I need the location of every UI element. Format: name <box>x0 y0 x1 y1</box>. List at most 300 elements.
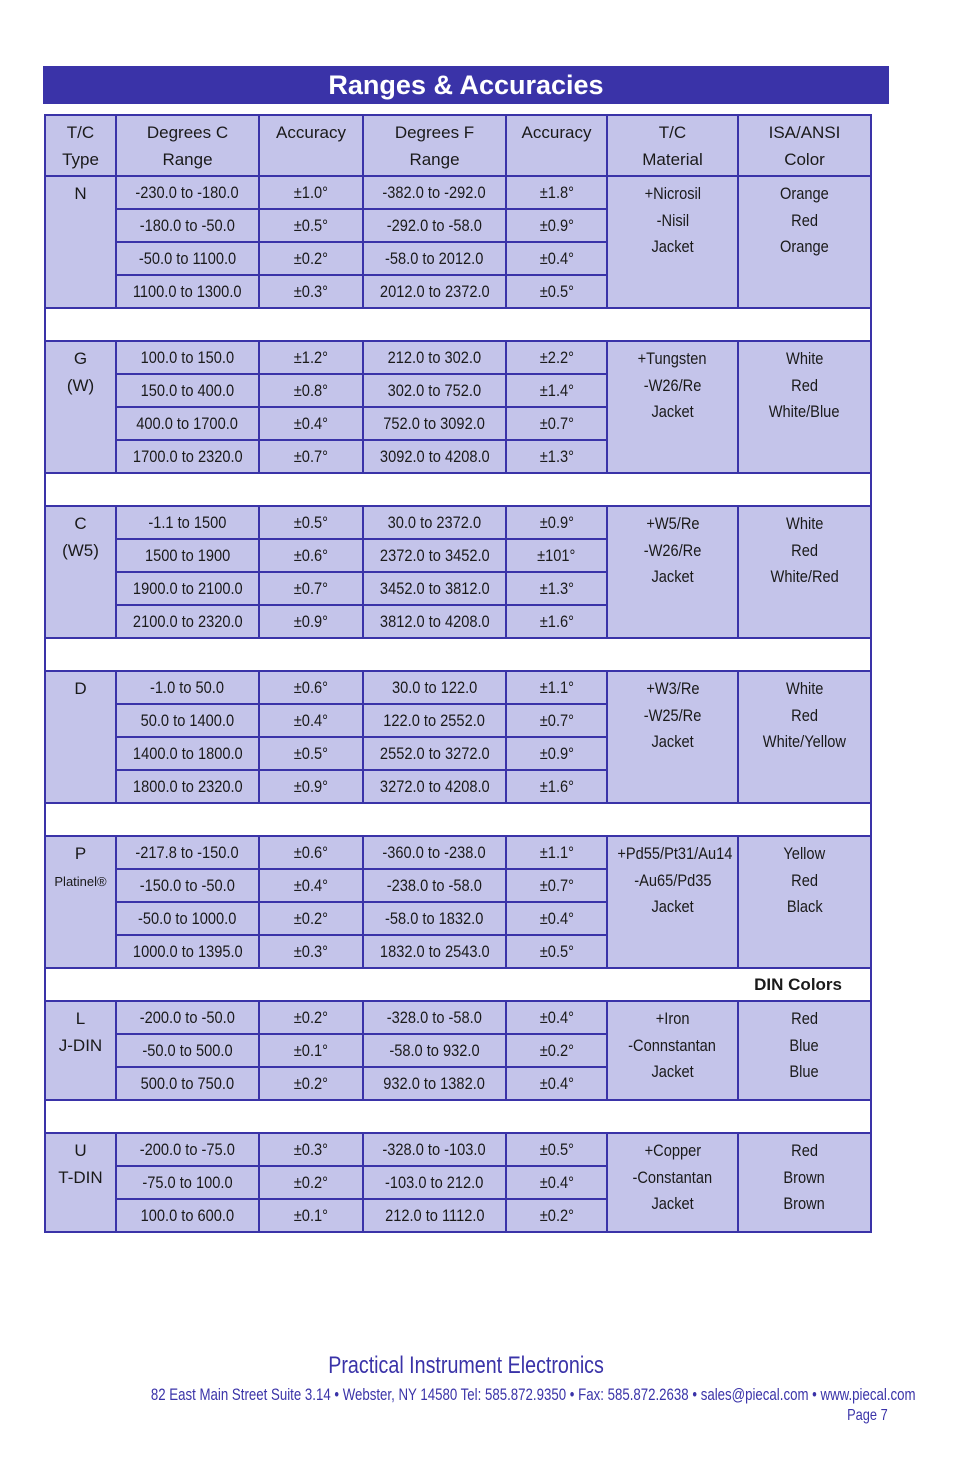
accuracy-f-value: ±101° <box>537 545 576 565</box>
degrees-c-range-value: -200.0 to -75.0 <box>139 1139 236 1159</box>
isa-ansi-color-cell <box>738 671 871 803</box>
accuracy-c <box>259 737 363 770</box>
tc-material-cell-line: Jacket <box>651 402 694 421</box>
degrees-f-range <box>363 1166 506 1199</box>
accuracy-c <box>259 341 363 374</box>
accuracy-c <box>259 704 363 737</box>
isa-ansi-color-cell-line: White/Red <box>770 567 839 586</box>
accuracy-c <box>259 770 363 803</box>
table-row <box>45 506 871 539</box>
degrees-c-range <box>116 275 259 308</box>
degrees-c-range <box>116 539 259 572</box>
degrees-c-range-value: -75.0 to 100.0 <box>142 1172 233 1192</box>
accuracy-c-value: ±0.6° <box>293 677 329 697</box>
isa-ansi-color-cell-line: Red <box>791 705 818 725</box>
accuracy-c <box>259 275 363 308</box>
tc-type-alias: T-DIN <box>58 1167 103 1187</box>
degrees-f-range <box>363 572 506 605</box>
degrees-c-range-value: -1.0 to 50.0 <box>150 677 225 697</box>
degrees-c-range <box>116 935 259 968</box>
accuracy-c <box>259 506 363 539</box>
tc-material-cell-line: +Pd55/Pt31/Au14 <box>617 844 733 863</box>
tc-type-cell <box>45 176 116 308</box>
accuracy-f-value: ±0.9° <box>539 512 574 532</box>
accuracy-f <box>506 1034 607 1067</box>
table-row <box>45 671 871 704</box>
tc-material-cell-line: Jacket <box>651 732 694 751</box>
degrees-c-range-value: 1800.0 to 2320.0 <box>132 776 243 796</box>
accuracy-c-value: ±0.1° <box>293 1040 329 1060</box>
tc-type-code: C <box>74 514 87 533</box>
degrees-f-range <box>363 407 506 440</box>
degrees-f-range-value: 3812.0 to 4208.0 <box>379 611 490 631</box>
degrees-f-range-value: -328.0 to -58.0 <box>386 1007 483 1027</box>
accuracy-c <box>259 1133 363 1166</box>
accuracy-f-value: ±1.1° <box>539 677 574 697</box>
accuracy-c <box>259 1067 363 1100</box>
accuracy-f-value: ±0.4° <box>539 1007 574 1027</box>
accuracy-c <box>259 572 363 605</box>
degrees-f-range-value: 2012.0 to 2372.0 <box>379 281 490 301</box>
tc-type-cell <box>45 506 116 638</box>
degrees-f-range-value: 3452.0 to 3812.0 <box>379 578 490 598</box>
degrees-c-range <box>116 1034 259 1067</box>
tc-material-cell-line: +W5/Re <box>645 514 700 533</box>
isa-ansi-color-cell <box>738 341 871 473</box>
degrees-c-range-value: 1700.0 to 2320.0 <box>132 446 243 466</box>
isa-ansi-color-cell-line: Orange <box>780 237 829 256</box>
isa-ansi-color-cell-line: Red <box>791 540 818 560</box>
degrees-c-range-value: 1500 to 1900 <box>144 545 231 565</box>
degrees-f-range <box>363 1001 506 1034</box>
accuracy-f-value: ±1.8° <box>539 182 574 202</box>
accuracy-f <box>506 1166 607 1199</box>
degrees-c-range-value: -1.1 to 1500 <box>148 512 227 532</box>
isa-ansi-color-cell-line: Red <box>791 870 818 890</box>
degrees-f-range-value: -292.0 to -58.0 <box>386 215 483 235</box>
isa-ansi-color-cell <box>738 1133 871 1232</box>
accuracy-c-value: ±0.7° <box>293 578 329 598</box>
accuracy-c <box>259 176 363 209</box>
isa-ansi-color-cell-line: Blue <box>789 1035 820 1055</box>
isa-ansi-color-cell-line: White <box>785 514 824 533</box>
degrees-f-range <box>363 275 506 308</box>
accuracy-c <box>259 407 363 440</box>
isa-ansi-color-cell-line: Brown <box>783 1194 826 1213</box>
degrees-f-range <box>363 737 506 770</box>
degrees-c-range <box>116 209 259 242</box>
accuracy-c-value: ±1.0° <box>293 182 329 202</box>
tc-material-cell-line: -W26/Re <box>643 540 702 560</box>
accuracy-f <box>506 176 607 209</box>
tc-material-cell <box>607 506 738 638</box>
degrees-c-range <box>116 902 259 935</box>
accuracy-c <box>259 1001 363 1034</box>
spacer-row <box>45 638 871 671</box>
accuracy-f-value: ±2.2° <box>539 347 574 367</box>
degrees-f-range-value: 30.0 to 2372.0 <box>387 512 482 532</box>
degrees-f-range <box>363 1067 506 1100</box>
degrees-c-range-value: 50.0 to 1400.0 <box>140 710 235 730</box>
footer-company: Practical Instrument Electronics <box>328 1352 604 1379</box>
degrees-f-range-value: -58.0 to 2012.0 <box>385 248 484 268</box>
degrees-c-range-value: 150.0 to 400.0 <box>140 380 235 400</box>
accuracy-c <box>259 1199 363 1232</box>
degrees-c-range-value: 1400.0 to 1800.0 <box>132 743 243 763</box>
accuracy-c <box>259 1166 363 1199</box>
degrees-c-range <box>116 176 259 209</box>
accuracy-c-value: ±0.2° <box>293 248 329 268</box>
degrees-f-range-value: 212.0 to 1112.0 <box>384 1205 485 1225</box>
degrees-c-range <box>116 572 259 605</box>
degrees-c-range-value: 400.0 to 1700.0 <box>136 413 239 433</box>
accuracy-f <box>506 1199 607 1232</box>
degrees-f-range-value: -58.0 to 1832.0 <box>385 908 484 928</box>
table-row <box>45 1001 871 1034</box>
degrees-f-range <box>363 1133 506 1166</box>
tc-material-cell-line: -Nisil <box>656 210 689 230</box>
tc-material-cell-line: +Copper <box>644 1141 701 1160</box>
spacer-cell <box>45 308 871 341</box>
degrees-f-range <box>363 935 506 968</box>
accuracy-f-value: ±0.4° <box>539 1172 574 1192</box>
degrees-c-range-value: -50.0 to 1000.0 <box>138 908 237 928</box>
header-row <box>45 115 871 176</box>
isa-ansi-color-cell-line: Blue <box>789 1062 820 1081</box>
header-tc-type: T/C Type <box>45 115 116 176</box>
degrees-c-range-value: -50.0 to 500.0 <box>142 1040 233 1060</box>
tc-material-cell-line: Jacket <box>651 897 694 916</box>
spacer-row <box>45 1100 871 1133</box>
accuracy-c <box>259 902 363 935</box>
accuracy-f-value: ±0.2° <box>539 1040 574 1060</box>
accuracy-c-value: ±0.9° <box>293 776 329 796</box>
isa-ansi-color-cell-line: Yellow <box>783 844 826 863</box>
degrees-f-range-value: 2552.0 to 3272.0 <box>379 743 490 763</box>
spacer-cell <box>45 803 871 836</box>
tc-material-cell-line: Jacket <box>651 237 694 256</box>
accuracy-f <box>506 506 607 539</box>
accuracy-c <box>259 242 363 275</box>
tc-material-cell <box>607 341 738 473</box>
degrees-c-range <box>116 869 259 902</box>
accuracy-c-value: ±0.2° <box>293 908 329 928</box>
degrees-f-range <box>363 671 506 704</box>
degrees-c-range <box>116 1001 259 1034</box>
accuracy-c-value: ±0.4° <box>293 413 329 433</box>
degrees-f-range-value: 752.0 to 3092.0 <box>383 413 486 433</box>
tc-material-cell-line: +Tungsten <box>638 349 707 368</box>
accuracy-c-value: ±0.3° <box>293 281 329 301</box>
tc-material-cell-line: +Iron <box>655 1009 690 1028</box>
degrees-c-range-value: -217.8 to -150.0 <box>135 842 240 862</box>
tc-material-cell-line: Jacket <box>651 1194 694 1213</box>
degrees-c-range <box>116 1133 259 1166</box>
accuracy-f-value: ±0.7° <box>539 710 574 730</box>
degrees-f-range <box>363 770 506 803</box>
degrees-f-range-value: 2372.0 to 3452.0 <box>379 545 490 565</box>
isa-ansi-color-cell-line: Red <box>791 1009 818 1028</box>
accuracy-f <box>506 770 607 803</box>
accuracy-c-value: ±0.5° <box>293 743 329 763</box>
tc-type-alias: (W) <box>66 375 95 395</box>
degrees-f-range-value: -238.0 to -58.0 <box>386 875 483 895</box>
degrees-c-range <box>116 1166 259 1199</box>
accuracy-c-value: ±0.6° <box>293 842 329 862</box>
degrees-f-range-value: -58.0 to 932.0 <box>389 1040 480 1060</box>
degrees-f-range <box>363 176 506 209</box>
accuracy-c <box>259 539 363 572</box>
isa-ansi-color-cell-line: White <box>785 349 824 368</box>
degrees-c-range <box>116 242 259 275</box>
tc-material-cell-line: -Au65/Pd35 <box>633 870 712 890</box>
isa-ansi-color-cell-line: Red <box>791 210 818 230</box>
accuracy-f <box>506 209 607 242</box>
accuracy-f-value: ±0.5° <box>539 1139 574 1159</box>
degrees-f-range <box>363 341 506 374</box>
degrees-f-range <box>363 539 506 572</box>
degrees-f-range-value: -360.0 to -238.0 <box>382 842 487 862</box>
degrees-c-range <box>116 605 259 638</box>
accuracy-c <box>259 836 363 869</box>
tc-material-cell <box>607 176 738 308</box>
accuracy-f <box>506 572 607 605</box>
accuracy-f <box>506 671 607 704</box>
degrees-c-range-value: -50.0 to 1100.0 <box>138 248 237 268</box>
degrees-c-range <box>116 836 259 869</box>
degrees-c-range <box>116 770 259 803</box>
degrees-c-range-value: 2100.0 to 2320.0 <box>132 611 243 631</box>
footer-page-number: Page 7 <box>847 1407 888 1424</box>
table-row <box>45 176 871 209</box>
degrees-f-range-value: 1832.0 to 2543.0 <box>379 941 490 961</box>
tc-type-code: L <box>75 1009 86 1028</box>
degrees-f-range <box>363 704 506 737</box>
accuracy-f <box>506 374 607 407</box>
degrees-f-range <box>363 605 506 638</box>
degrees-c-range <box>116 506 259 539</box>
degrees-c-range <box>116 440 259 473</box>
spacer-cell <box>45 1100 871 1133</box>
degrees-c-range <box>116 671 259 704</box>
degrees-f-range-value: -328.0 to -103.0 <box>382 1139 487 1159</box>
degrees-f-range <box>363 836 506 869</box>
accuracy-c-value: ±0.6° <box>293 545 329 565</box>
accuracy-f <box>506 935 607 968</box>
tc-type-alias: J-DIN <box>58 1035 103 1055</box>
accuracy-c <box>259 374 363 407</box>
accuracy-f-value: ±0.5° <box>539 941 574 961</box>
accuracy-f <box>506 605 607 638</box>
tc-material-cell-line: +W3/Re <box>645 679 700 698</box>
accuracy-c-value: ±1.2° <box>293 347 329 367</box>
header-accuracy-c: Accuracy <box>259 115 363 176</box>
tc-type-code: D <box>74 679 87 698</box>
accuracy-f <box>506 1133 607 1166</box>
degrees-f-range <box>363 1199 506 1232</box>
accuracy-c-value: ±0.5° <box>293 512 329 532</box>
tc-type-code: N <box>74 184 87 203</box>
isa-ansi-color-cell-line: White/Blue <box>769 402 840 421</box>
accuracy-c <box>259 605 363 638</box>
accuracy-c-value: ±0.3° <box>293 941 329 961</box>
accuracy-f <box>506 242 607 275</box>
degrees-c-range-value: -200.0 to -50.0 <box>139 1007 236 1027</box>
spacer-row <box>45 473 871 506</box>
accuracy-c-value: ±0.7° <box>293 446 329 466</box>
accuracy-f <box>506 407 607 440</box>
isa-ansi-color-cell-line: Brown <box>783 1167 826 1187</box>
accuracy-c <box>259 1034 363 1067</box>
tc-type-code: P <box>74 844 87 863</box>
tc-type-cell <box>45 1001 116 1100</box>
degrees-f-range <box>363 506 506 539</box>
accuracy-c <box>259 935 363 968</box>
header-isa-ansi-color: ISA/ANSI Color <box>738 115 871 176</box>
accuracy-f-value: ±1.3° <box>539 446 574 466</box>
accuracy-f <box>506 869 607 902</box>
accuracy-f-value: ±0.4° <box>539 908 574 928</box>
isa-ansi-color-cell-line: Red <box>791 375 818 395</box>
degrees-f-range-value: -103.0 to 212.0 <box>385 1172 484 1192</box>
din-colors-label: DIN Colors <box>754 974 842 994</box>
degrees-f-range-value: 932.0 to 1382.0 <box>383 1073 486 1093</box>
table-row <box>45 341 871 374</box>
tc-type-alias: Platinel® <box>54 873 107 889</box>
accuracy-c <box>259 440 363 473</box>
accuracy-c-value: ±0.2° <box>293 1073 329 1093</box>
tc-material-cell-line: -Connstantan <box>628 1035 717 1055</box>
accuracy-f <box>506 704 607 737</box>
accuracy-f <box>506 341 607 374</box>
accuracy-c-value: ±0.8° <box>293 380 329 400</box>
isa-ansi-color-cell <box>738 836 871 968</box>
degrees-f-range <box>363 1034 506 1067</box>
degrees-c-range-value: -180.0 to -50.0 <box>139 215 236 235</box>
degrees-c-range <box>116 1067 259 1100</box>
spacer-row <box>45 803 871 836</box>
accuracy-f-value: ±1.6° <box>539 611 574 631</box>
accuracy-f-value: ±1.6° <box>539 776 574 796</box>
isa-ansi-color-cell <box>738 506 871 638</box>
degrees-f-range <box>363 440 506 473</box>
table-row <box>45 836 871 869</box>
tc-type-code: U <box>74 1141 87 1160</box>
degrees-f-range-value: 30.0 to 122.0 <box>391 677 478 697</box>
accuracy-f-value: ±0.9° <box>539 743 574 763</box>
degrees-c-range <box>116 374 259 407</box>
tc-material-cell <box>607 671 738 803</box>
isa-ansi-color-cell-line: White <box>785 679 824 698</box>
accuracy-f <box>506 1001 607 1034</box>
spacer-row <box>45 308 871 341</box>
tc-type-cell <box>45 671 116 803</box>
degrees-c-range <box>116 1199 259 1232</box>
tc-material-cell-line: Jacket <box>651 1062 694 1081</box>
accuracy-f <box>506 539 607 572</box>
accuracy-f-value: ±0.9° <box>539 215 574 235</box>
degrees-c-range-value: 100.0 to 150.0 <box>140 347 235 367</box>
accuracy-c <box>259 869 363 902</box>
degrees-f-range-value: 3092.0 to 4208.0 <box>379 446 490 466</box>
isa-ansi-color-cell-line: White/Yellow <box>762 732 847 751</box>
degrees-f-range <box>363 374 506 407</box>
accuracy-f <box>506 902 607 935</box>
table-row <box>45 1133 871 1166</box>
degrees-f-range-value: 302.0 to 752.0 <box>387 380 482 400</box>
accuracy-f-value: ±1.4° <box>539 380 574 400</box>
accuracy-f <box>506 275 607 308</box>
accuracy-c-value: ±0.4° <box>293 875 329 895</box>
degrees-c-range <box>116 407 259 440</box>
header-tc-material: T/C Material <box>607 115 738 176</box>
accuracy-f-value: ±0.2° <box>539 1205 574 1225</box>
isa-ansi-color-cell <box>738 176 871 308</box>
degrees-c-range-value: -150.0 to -50.0 <box>139 875 236 895</box>
degrees-c-range-value: 1000.0 to 1395.0 <box>132 941 243 961</box>
degrees-f-range <box>363 902 506 935</box>
degrees-c-range <box>116 341 259 374</box>
isa-ansi-color-cell-line: Red <box>791 1141 818 1160</box>
tc-material-cell <box>607 836 738 968</box>
tc-material-cell-line: Jacket <box>651 567 694 586</box>
tc-type-code: G <box>73 349 88 368</box>
isa-ansi-color-cell <box>738 1001 871 1100</box>
page-title: Ranges & Accuracies <box>328 70 604 100</box>
header-accuracy-f: Accuracy <box>506 115 607 176</box>
accuracy-c-value: ±0.9° <box>293 611 329 631</box>
degrees-f-range-value: 3272.0 to 4208.0 <box>379 776 490 796</box>
accuracy-f-value: ±1.3° <box>539 578 574 598</box>
tc-material-cell <box>607 1001 738 1100</box>
ranges-table <box>44 114 872 1233</box>
tc-material-cell-line: -Constantan <box>632 1167 713 1187</box>
accuracy-c-value: ±0.5° <box>293 215 329 235</box>
spacer-cell <box>45 473 871 506</box>
accuracy-c-value: ±0.4° <box>293 710 329 730</box>
isa-ansi-color-cell-line: Orange <box>780 184 829 203</box>
tc-type-cell <box>45 836 116 968</box>
accuracy-f-value: ±0.5° <box>539 281 574 301</box>
degrees-f-range-value: -382.0 to -292.0 <box>382 182 487 202</box>
degrees-c-range-value: 1100.0 to 1300.0 <box>133 281 242 301</box>
footer-address: 82 East Main Street Suite 3.14 • Webster, NY 14580 Tel: 585.872.9350 • Fax: 585.872.2638 • sales@piecal.com • www.piecal.com <box>150 1385 916 1404</box>
accuracy-f <box>506 440 607 473</box>
accuracy-f-value: ±0.4° <box>539 248 574 268</box>
degrees-c-range-value: 500.0 to 750.0 <box>140 1073 235 1093</box>
degrees-c-range-value: 1900.0 to 2100.0 <box>132 578 243 598</box>
din-colors-row <box>45 968 871 1001</box>
tc-material-cell-line: -W25/Re <box>643 705 702 725</box>
accuracy-f-value: ±0.4° <box>539 1073 574 1093</box>
tc-material-cell-line: -W26/Re <box>643 375 702 395</box>
accuracy-c-value: ±0.3° <box>293 1139 329 1159</box>
degrees-c-range-value: -230.0 to -180.0 <box>135 182 240 202</box>
tc-type-cell <box>45 1133 116 1232</box>
accuracy-c <box>259 671 363 704</box>
degrees-f-range <box>363 242 506 275</box>
tc-type-cell <box>45 341 116 473</box>
degrees-f-range <box>363 209 506 242</box>
tc-type-alias: (W5) <box>62 540 99 560</box>
accuracy-c-value: ±0.2° <box>293 1172 329 1192</box>
accuracy-f-value: ±1.1° <box>539 842 574 862</box>
degrees-c-range <box>116 737 259 770</box>
accuracy-f <box>506 737 607 770</box>
spacer-cell <box>45 638 871 671</box>
degrees-c-range-value: 100.0 to 600.0 <box>140 1205 235 1225</box>
header-degrees-f: Degrees F Range <box>363 115 506 176</box>
